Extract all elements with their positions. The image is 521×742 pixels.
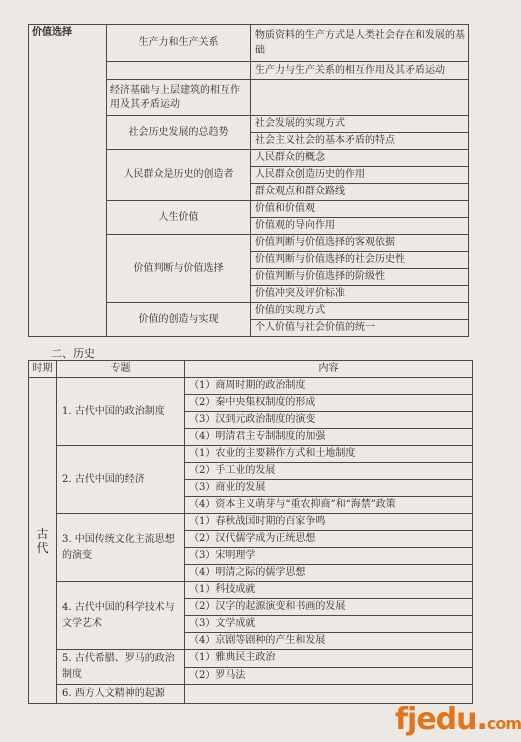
watermark-main: fjedu: [395, 702, 477, 737]
topic-cell: 2. 古代中国的经济: [57, 446, 185, 514]
content-cell: （3）宋明理学: [185, 548, 473, 565]
content-cell: （1）雅典民主政治: [185, 650, 473, 668]
topic-cell-blank: [107, 62, 251, 80]
content-cell: 个人价值与社会价值的统一: [251, 320, 469, 337]
topic-cell: 社会历史发展的总趋势: [107, 116, 251, 150]
content-cell: 价值判断与价值选择的阶级性: [251, 269, 469, 286]
content-cell: 群众观点和群众路线: [251, 184, 469, 201]
content-cell: （1）农业的主要耕作方式和土地制度: [185, 446, 473, 463]
period-cell: 古代: [29, 378, 57, 704]
topic-cell: 5. 古代希腊、罗马的政治制度: [57, 650, 185, 685]
content-cell: 人民群众创造历史的作用: [251, 167, 469, 184]
content-cell: 社会发展的实现方式: [251, 116, 469, 133]
content-cell: （2）秦中央集权制度的形成: [185, 395, 473, 412]
watermark-tld: com: [486, 714, 521, 733]
section-heading: 二、历史: [51, 347, 95, 360]
content-cell: （4）资本主义萌芽与“重农抑商”和“海禁”政策: [185, 497, 473, 514]
content-cell: 价值和价值观: [251, 201, 469, 218]
content-cell: （4）京剧等剧种的产生和发展: [185, 633, 473, 650]
content-cell: 价值观的导向作用: [251, 218, 469, 235]
content-cell: （1）科技成就: [185, 582, 473, 599]
history-table: [28, 360, 473, 704]
topic-cell: 1. 古代中国的政治制度: [57, 378, 185, 446]
content-cell: （2）汉字的起源演变和书画的发展: [185, 599, 473, 616]
content-cell: 价值判断与价值选择的社会历史性: [251, 252, 469, 269]
column-header: 专题: [57, 361, 185, 378]
topic-cell: 4. 古代中国的科学技术与文学艺术: [57, 582, 185, 650]
topic-cell: 经济基础与上层建筑的相互作用及其矛盾运动: [107, 80, 251, 116]
topic-cell: 价值的创造与实现: [107, 303, 251, 337]
watermark-dot: .: [476, 702, 487, 737]
site-watermark: [395, 702, 521, 737]
category-cell: 价值选择: [29, 25, 107, 337]
content-cell: （4）明清之际的儒学思想: [185, 565, 473, 582]
topic-cell: 3. 中国传统文化主流思想的演变: [57, 514, 185, 582]
content-cell: （2）手工业的发展: [185, 463, 473, 480]
content-cell: （1）春秋战国时期的百家争鸣: [185, 514, 473, 531]
topic-cell: 价值判断与价值选择: [107, 235, 251, 303]
content-cell: 社会主义社会的基本矛盾的特点: [251, 133, 469, 150]
content-cell: 物质资料的生产方式是人类社会存在和发展的基础: [251, 25, 469, 62]
content-cell: 人民群众的概念: [251, 150, 469, 167]
content-cell-blank: [251, 80, 469, 116]
content-cell: （3）文学成就: [185, 616, 473, 633]
content-cell: （3）汉到元政治制度的演变: [185, 412, 473, 429]
content-cell: （4）明清君主专制制度的加强: [185, 429, 473, 446]
topic-cell: 人生价值: [107, 201, 251, 235]
column-header: 时期: [29, 361, 57, 378]
content-cell: 生产力与生产关系的相互作用及其矛盾运动: [251, 62, 469, 80]
topic-cell: 人民群众是历史的创造者: [107, 150, 251, 201]
content-cell: （1）商周时期的政治制度: [185, 378, 473, 395]
topic-cell: 生产力和生产关系: [107, 25, 251, 62]
content-cell: 价值判断与价值选择的客观依据: [251, 235, 469, 252]
topic-cell: 6. 西方人文精神的起源: [57, 685, 185, 704]
content-cell: 价值冲突及评价标准: [251, 286, 469, 303]
politics-table: [28, 24, 469, 337]
content-cell-blank: [185, 685, 473, 704]
column-header: 内容: [185, 361, 473, 378]
content-cell: 价值的实现方式: [251, 303, 469, 320]
content-cell: （3）商业的发展: [185, 480, 473, 497]
content-cell: （2）罗马法: [185, 667, 473, 685]
content-cell: （2）汉代儒学成为正统思想: [185, 531, 473, 548]
